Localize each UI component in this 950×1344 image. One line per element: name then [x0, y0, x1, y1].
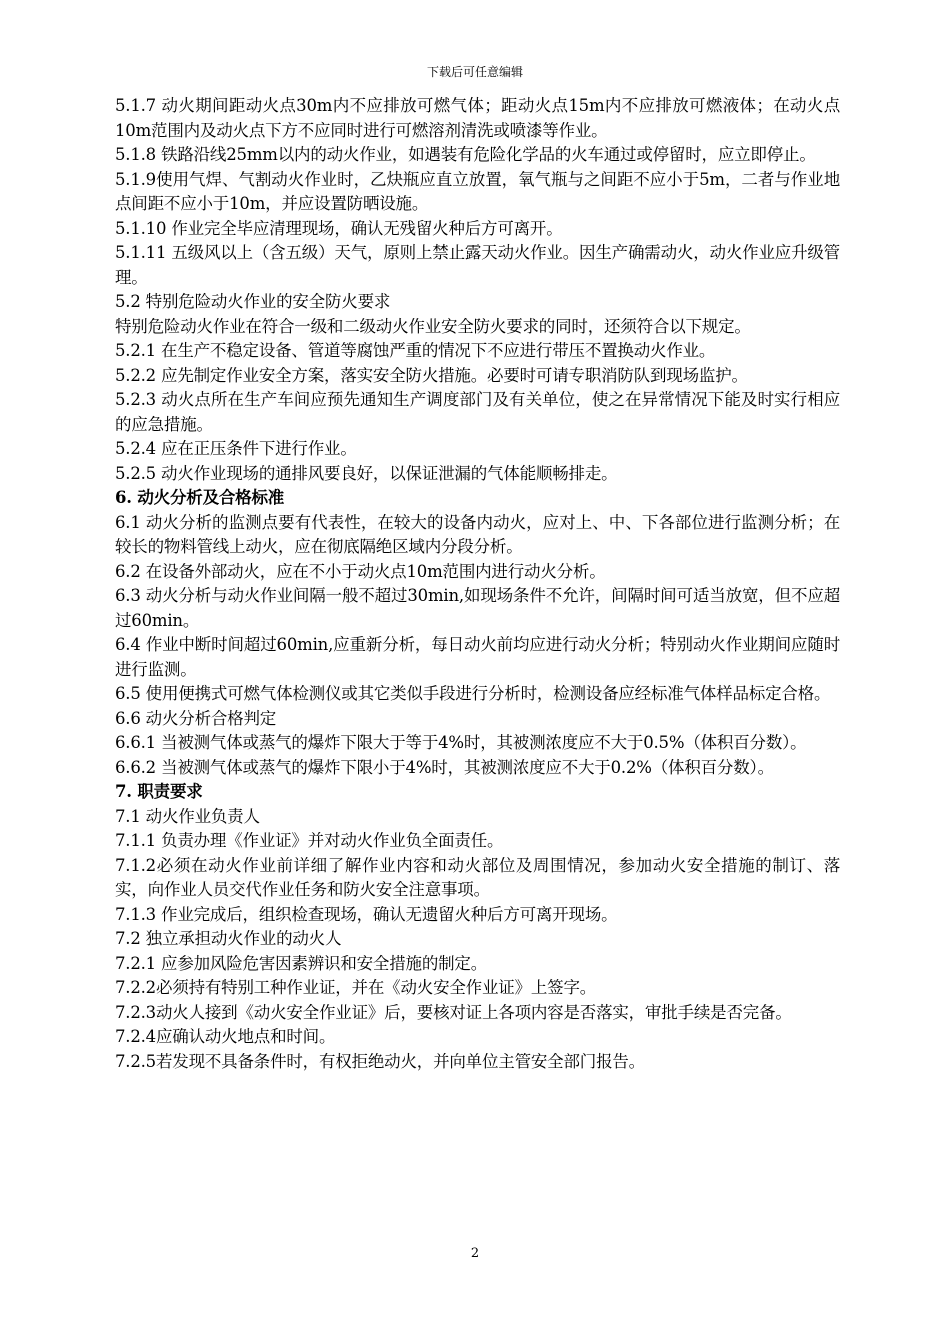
section-heading: 6. 动火分析及合格标准 — [115, 488, 285, 507]
paragraph: 7.2.1 应参加风险危害因素辨识和安全措施的制定。 — [115, 953, 488, 973]
paragraph: 5.1.11 五级风以上（含五级）天气，原则上禁止露天动火作业。因生产确需动火，动火作业应升级管理。 — [115, 243, 840, 287]
page-number: 2 — [470, 1246, 480, 1261]
paragraph: 7.2.2必须持有特别工种作业证，并在《动火安全作业证》上签字。 — [115, 978, 597, 997]
paragraph: 6.6.2 当被测气体或蒸气的爆炸下限小于4%时，其被测浓度应不大于0.2%（体积百分数）。 — [115, 757, 774, 777]
paragraph: 7.1.2必须在动火作业前详细了解作业内容和动火部位及周围情况，参加动火安全措施的制订、落实，向作业人员交代作业任务和防火安全注意事项。 — [115, 855, 840, 899]
paragraph: 6.6.1 当被测气体或蒸气的爆炸下限大于等于4%时，其被测浓度应不大于0.5%（体积百分数）。 — [115, 733, 807, 752]
paragraph: 6.5 使用便携式可燃气体检测仪或其它类似手段进行分析时，检测设备应经标准气体样品标定合格。 — [115, 684, 831, 703]
paragraph: 5.2.5 动火作业现场的通排风要良好，以保证泄漏的气体能顺畅排走。 — [115, 463, 618, 483]
paragraph: 7.1.3 作业完成后，组织检查现场，确认无遗留火种后方可离开现场。 — [115, 904, 618, 924]
paragraph: 6.1 动火分析的监测点要有代表性，在较大的设备内动火，应对上、中、下各部位进行监测分析；在较长的物料管线上动火，应在彻底隔绝区域内分段分析。 — [115, 512, 840, 556]
paragraph: 5.2.1 在生产不稳定设备、管道等腐蚀严重的情况下不应进行带压不置换动火作业。 — [115, 341, 716, 360]
paragraph: 6.4 作业中断时间超过60min,应重新分析，每日动火前均应进行动火分析；特别动火作业期间应随时进行监测。 — [115, 635, 840, 679]
paragraph: 6.3 动火分析与动火作业间隔一般不超过30min,如现场条件不允许，间隔时间可适当放宽，但不应超过60min。 — [115, 586, 840, 630]
paragraph: 6.6 动火分析合格判定 — [115, 708, 277, 728]
paragraph: 5.1.7 动火期间距动火点30m内不应排放可燃气体；距动火点15m内不应排放可燃液体；在动火点10m范围内及动火点下方不应同时进行可燃溶剂清洗或喷漆等作业。 — [115, 96, 840, 140]
page-header: 下载后可任意编辑 — [426, 65, 523, 79]
paragraph: 7.1.1 负责办理《作业证》并对动火作业负全面责任。 — [115, 831, 504, 850]
paragraph: 5.1.8 铁路沿线25mm以内的动火作业，如遇装有危险化学品的火车通过或停留时，应立即停止。 — [115, 145, 816, 164]
document-body — [115, 94, 840, 1074]
paragraph: 5.2.2 应先制定作业安全方案，落实安全防火措施。必要时可请专职消防队到现场监护。 — [115, 365, 748, 385]
paragraph: 6.2 在设备外部动火，应在不小于动火点10m范围内进行动火分析。 — [115, 561, 606, 581]
paragraph: 5.1.9使用气焊、气割动火作业时，乙炔瓶应直立放置，氧气瓶与之间距不应小于5m，二者与作业地点间距不应小于10m，并应设置防晒设施。 — [115, 169, 840, 213]
paragraph: 5.1.10 作业完全毕应清理现场，确认无残留火种后方可离开。 — [115, 218, 563, 238]
paragraph: 7.2 独立承担动火作业的动火人 — [115, 929, 342, 948]
paragraph: 7.2.5若发现不具备条件时，有权拒绝动火，并向单位主管安全部门报告。 — [115, 1051, 645, 1071]
paragraph: 7.1 动火作业负责人 — [115, 806, 260, 826]
section-heading: 7. 职责要求 — [115, 782, 203, 801]
paragraph: 7.2.4应确认动火地点和时间。 — [115, 1027, 336, 1046]
paragraph: 5.2 特别危险动火作业的安全防火要求 — [115, 292, 391, 311]
paragraph: 5.2.4 应在正压条件下进行作业。 — [115, 439, 357, 458]
paragraph: 特别危险动火作业在符合一级和二级动火作业安全防火要求的同时，还须符合以下规定。 — [115, 316, 751, 336]
paragraph: 7.2.3动火人接到《动火安全作业证》后，要核对证上各项内容是否落实，审批手续是否完备。 — [115, 1002, 792, 1022]
paragraph: 5.2.3 动火点所在生产车间应预先通知生产调度部门及有关单位，使之在异常情况下能及时实行相应的应急措施。 — [115, 390, 841, 434]
